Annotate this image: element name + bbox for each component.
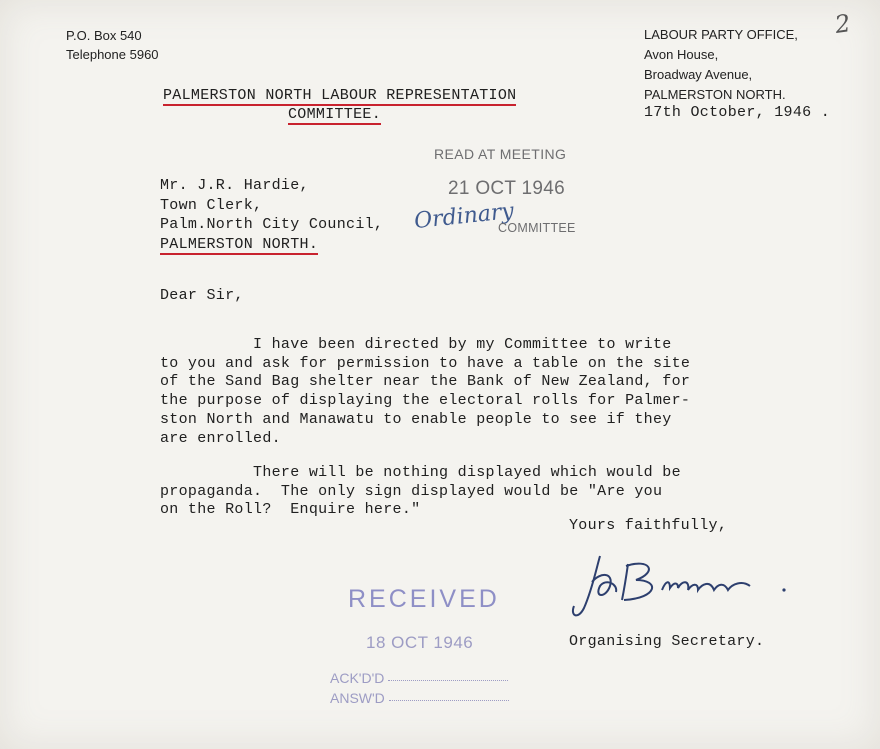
handwritten-ordinary: Ordinary xyxy=(412,198,515,235)
stamp-received: RECEIVED xyxy=(348,585,500,613)
closing: Yours faithfully, xyxy=(569,517,728,534)
office-city: PALMERSTON NORTH. xyxy=(644,87,786,102)
stamp-received-date: 18 OCT 1946 xyxy=(366,633,474,652)
telephone: Telephone 5960 xyxy=(66,47,159,62)
p1-line: the purpose of displaying the electoral rolls for Palmer- xyxy=(160,392,691,410)
salutation: Dear Sir, xyxy=(160,287,244,304)
stamp-ack-line xyxy=(330,668,509,688)
stamp-answ-line xyxy=(330,688,509,708)
office-building: Avon House, xyxy=(644,47,719,62)
p1-line: I have been directed by my Committee to write xyxy=(160,335,672,353)
p1-line: are enrolled. xyxy=(160,429,281,447)
title-line-1-text: PALMERSTON NORTH LABOUR REPRESENTATION xyxy=(163,87,517,104)
addressee-city: PALMERSTON NORTH. xyxy=(160,235,319,253)
page-number: 2 xyxy=(833,9,853,39)
office-street: Broadway Avenue, xyxy=(644,67,753,82)
po-box: P.O. Box 540 xyxy=(66,28,142,43)
p1-line: to you and ask for permission to have a table on the site xyxy=(160,354,691,372)
p1-line: ston North and Manawatu to enable people to see if they xyxy=(160,410,672,428)
stamp-ack: ACK'D'D xyxy=(330,670,385,686)
answ-dotted-line xyxy=(389,700,509,701)
letterhead-right xyxy=(644,25,798,105)
stamp-ack-answ xyxy=(330,668,509,708)
addressee-title: Town Clerk, xyxy=(160,196,263,214)
p2-line: There will be nothing displayed which would be xyxy=(160,463,681,481)
stamp-committee: COMMITTEE xyxy=(498,221,576,235)
signature xyxy=(566,550,796,630)
stamp-meeting-date: 21 OCT 1946 xyxy=(448,178,566,199)
title-line-2 xyxy=(288,105,381,124)
p2-line: on the Roll? Enquire here." xyxy=(160,501,421,519)
title-line-2-text: COMMITTEE. xyxy=(288,106,382,123)
addressee-block xyxy=(160,176,383,254)
paragraph-2 xyxy=(160,445,681,558)
addressee-name: Mr. J.R. Hardie, xyxy=(160,177,309,194)
letter-date: 17th October, 1946 . xyxy=(644,104,831,121)
ack-dotted-line xyxy=(388,680,508,681)
p1-line: of the Sand Bag shelter near the Bank of New Zealand, for xyxy=(160,373,691,391)
letterhead-left xyxy=(66,26,159,64)
p2-line: propaganda. The only sign displayed would be "Are you xyxy=(160,482,663,500)
signatory-title: Organising Secretary. xyxy=(569,633,765,650)
signature-drawing xyxy=(566,550,796,625)
office-name: LABOUR PARTY OFFICE, xyxy=(644,27,798,42)
addressee-org: Palm.North City Council, xyxy=(160,216,384,233)
stamp-read-at-meeting: READ AT MEETING xyxy=(434,146,567,162)
title-line-1 xyxy=(163,86,516,105)
stamp-answ: ANSW'D xyxy=(330,690,385,706)
addressee-city-line xyxy=(160,235,383,255)
